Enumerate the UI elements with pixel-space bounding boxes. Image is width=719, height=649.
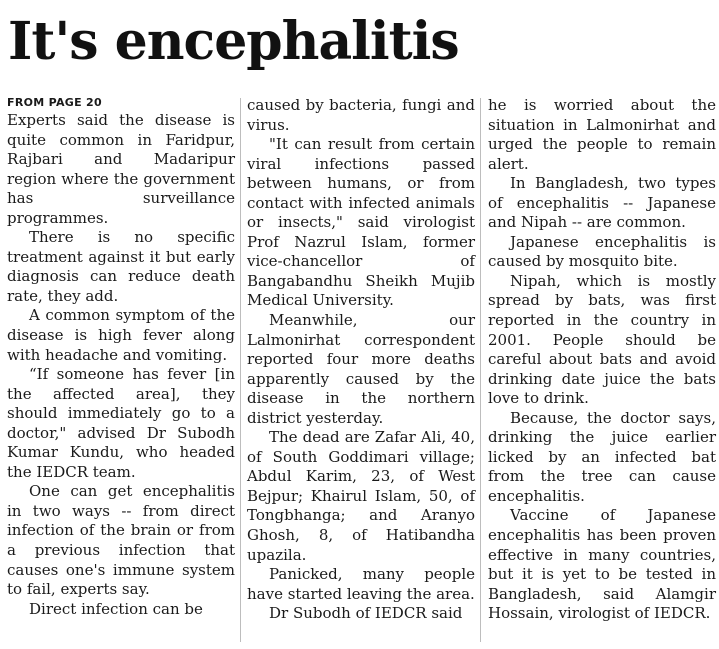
column-rule xyxy=(240,98,241,642)
article-column-3 xyxy=(488,96,716,624)
paragraph: Vaccine of Japanese encephalitis has been proven effective in many countries, but it is yet to be tested in Bangladesh, said Alamgir Hossain, virologist of IEDCR. xyxy=(488,506,716,623)
paragraph: The dead are Zafar Ali, 40, of South Goddimari village; Abdul Karim, 23, of West Bejpur; Khairul Islam, 50, of Tongbhanga; and Aranyo Ghosh, 8, of Hatibandha upazila. xyxy=(247,428,475,564)
paragraph: Because, the doctor says, drinking the juice earlier licked by an infected bat from the tree can cause encephalitis. xyxy=(488,408,716,505)
paragraph: There is no specific treatment against it but early diagnosis can reduce death rate, they add. xyxy=(7,228,235,305)
paragraph: Panicked, many people have started leaving the area. xyxy=(247,565,475,603)
paragraph: Experts said the disease is quite common in Faridpur, Rajbari and Madaripur region where the government has surveillance programmes. xyxy=(7,111,235,227)
paragraph: “If someone has fever [in the affected area], they should immediately go to a doctor," advised Dr Subodh Kumar Kundu, who headed the IEDCR team. xyxy=(7,365,235,481)
continuation-kicker: FROM PAGE 20 xyxy=(7,96,102,109)
article-column-2 xyxy=(247,96,475,624)
paragraph: One can get encephalitis in two ways -- from direct infection of the brain or from a previous infection that causes one's immune system to fail, experts say. xyxy=(7,482,235,599)
article-column-1 xyxy=(7,96,235,619)
paragraph: Japanese encephalitis is caused by mosquito bite. xyxy=(488,232,716,271)
paragraph: caused by bacteria, fungi and virus. xyxy=(247,96,475,134)
paragraph: Meanwhile, our Lalmonirhat correspondent reported four more deaths apparently caused by the disease in the northern district yesterday. xyxy=(247,311,475,427)
column-rule xyxy=(480,98,481,642)
paragraph: "It can result from certain viral infections passed between humans, or from contact with infected animals or insects," said virologist Prof Nazrul Islam, former vice-chancellor of Bangabandhu Sheikh Mujib Medical University. xyxy=(247,135,475,310)
paragraph: he is worried about the situation in Lalmonirhat and urged the people to remain alert. xyxy=(488,96,716,173)
paragraph: Direct infection can be xyxy=(29,599,203,618)
paragraph: In Bangladesh, two types of encephalitis -- Japanese and Nipah -- are common. xyxy=(488,174,716,232)
headline: It's encephalitis xyxy=(8,11,459,72)
paragraph: Dr Subodh of IEDCR said xyxy=(269,604,463,623)
paragraph: A common symptom of the disease is high fever along with headache and vomiting. xyxy=(7,306,235,364)
paragraph: Nipah, which is mostly spread by bats, was first reported in the country in 2001. People should be careful about bats and avoid drinking date juice the bats love to drink. xyxy=(488,271,716,408)
